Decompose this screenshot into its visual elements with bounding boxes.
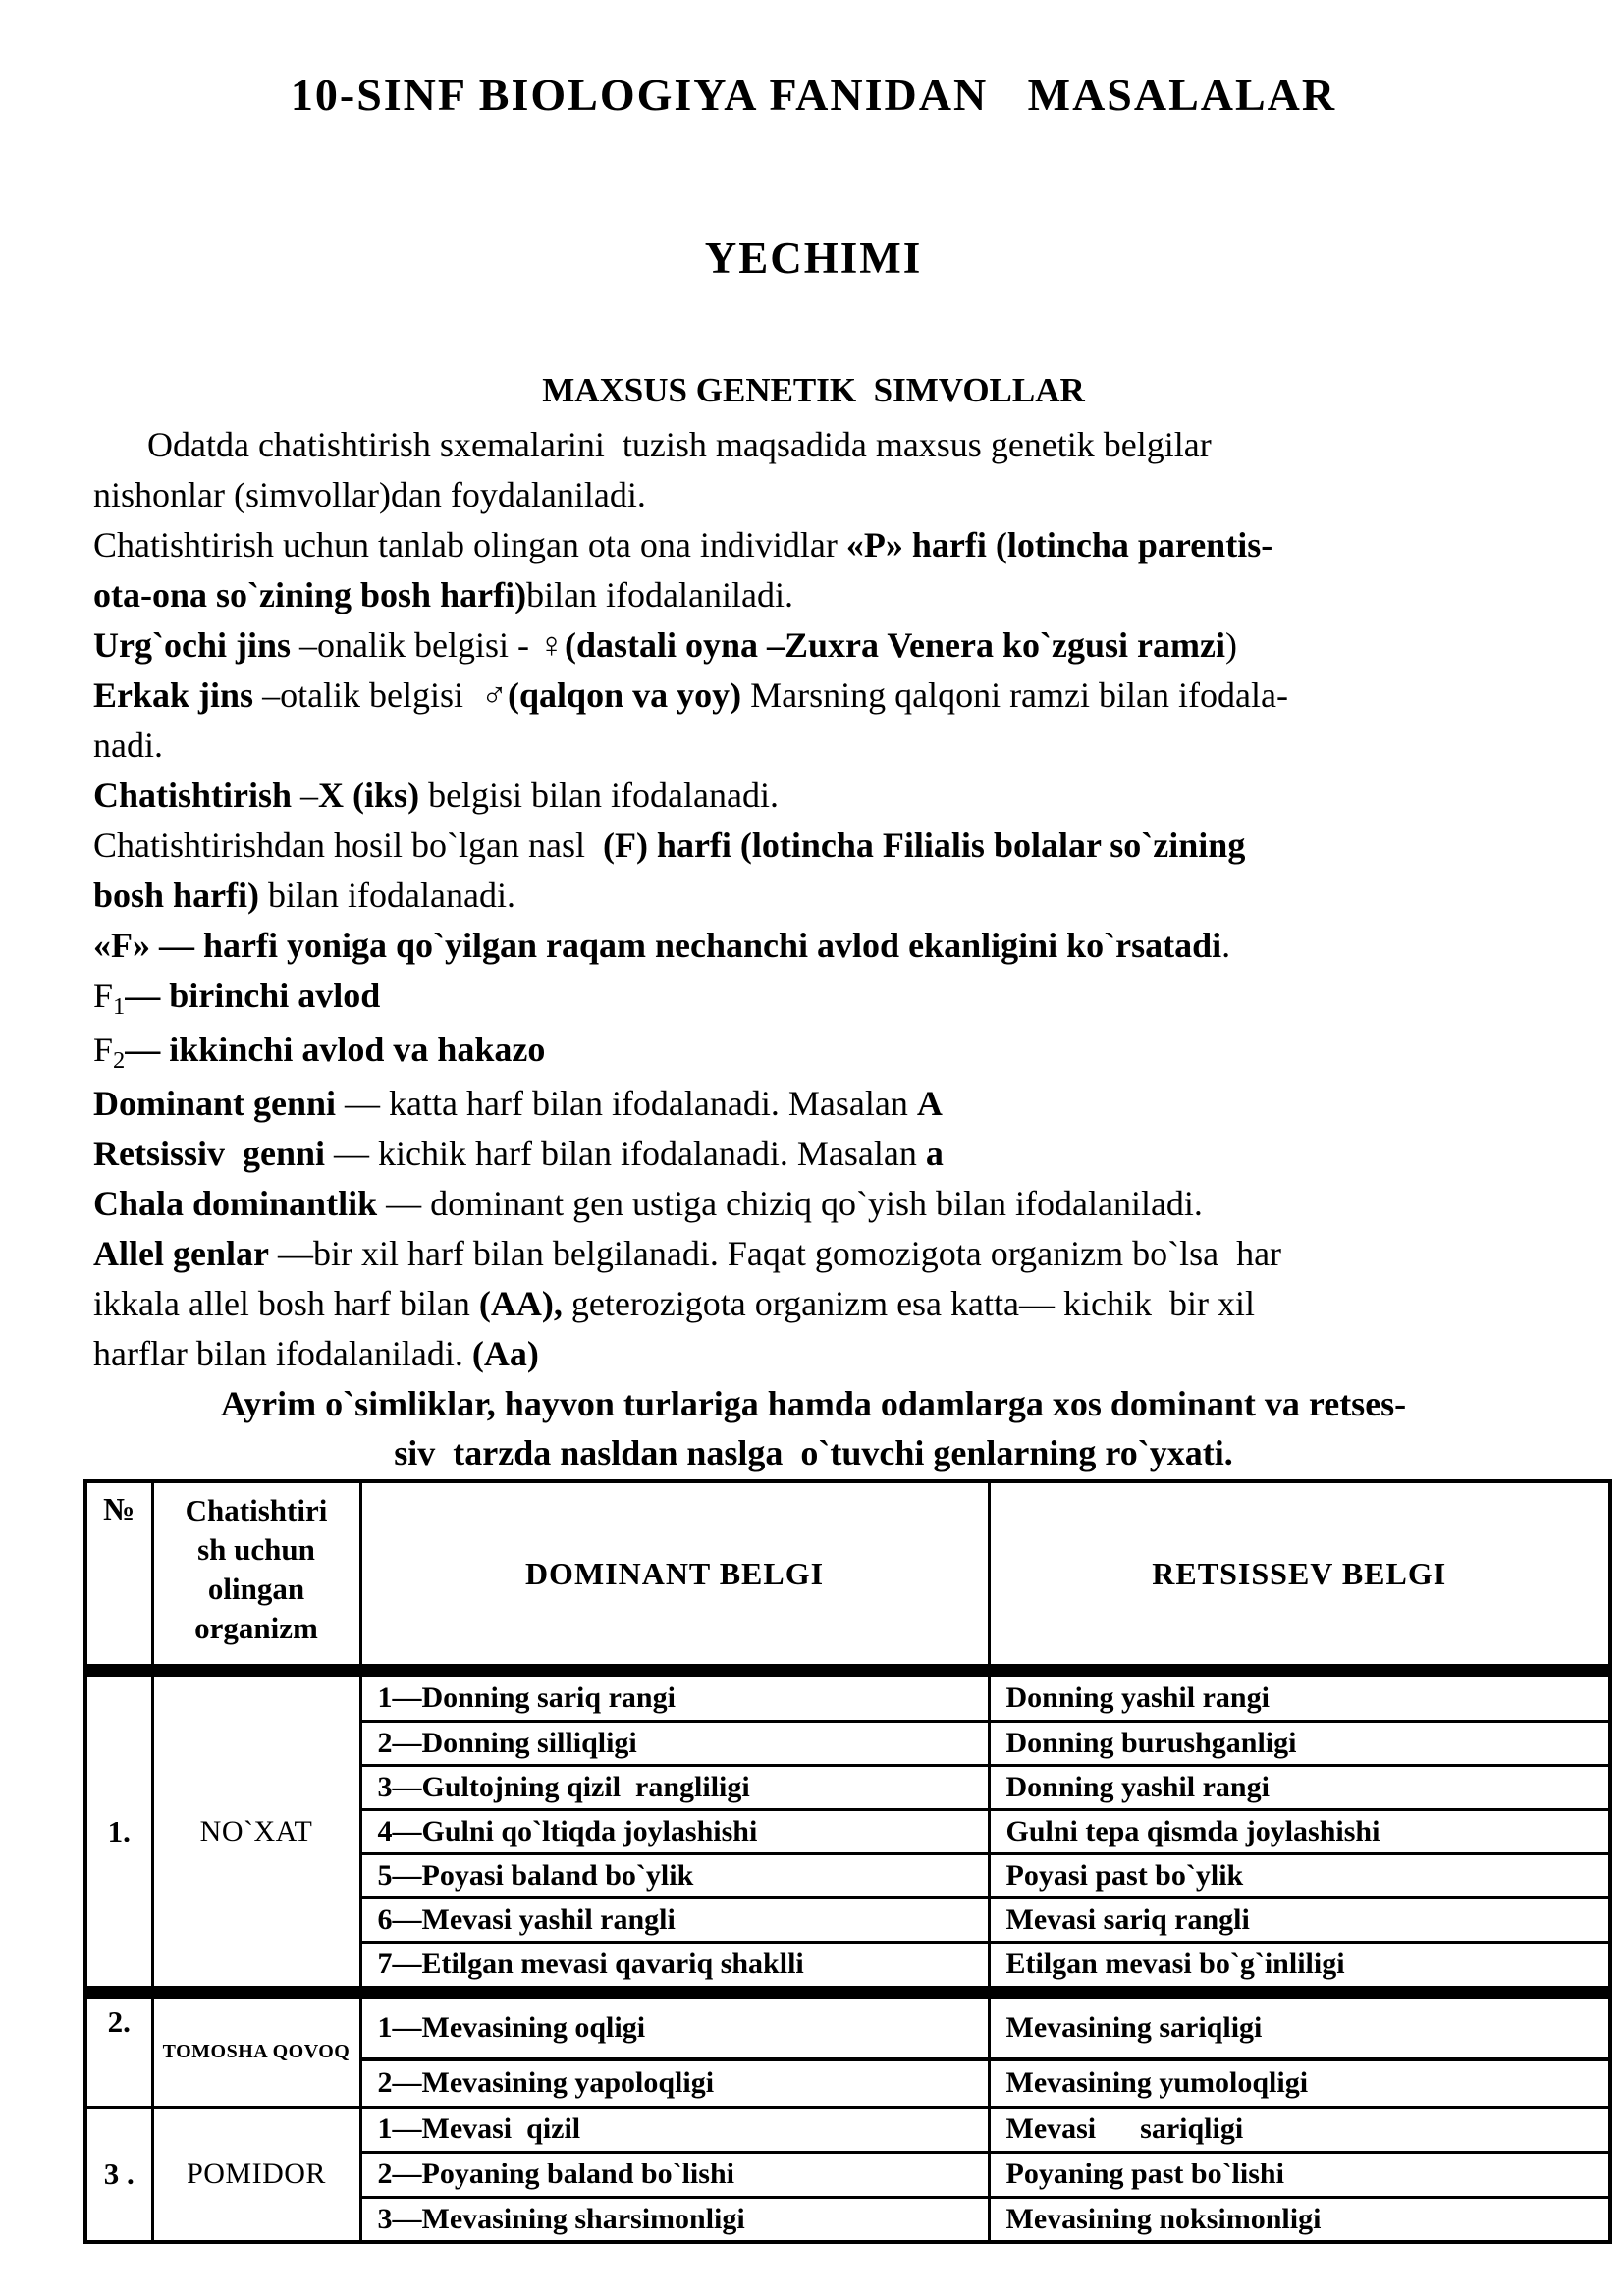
cell-recessive: Mevasining noksimonligi [989,2197,1610,2242]
organism-name: TOMOSHA QOVOQ [152,1999,360,2107]
header-dominant: DOMINANT BELGI [360,1481,989,1664]
body-segment: ikkala allel bosh harf bilan [93,1284,479,1323]
row-number: 2. [85,1999,152,2107]
body-segment: ) [1224,625,1237,665]
cell-recessive: Mevasining sariqligi [989,1999,1610,2059]
document-content [0,69,1624,2244]
body-segment: «P» harfi (lotincha parentis- [845,525,1273,564]
table-caption-line-1: Ayrim o`simliklar, hayvon turlariga hamda odamlarga xos dominant va retses- [220,1384,1407,1423]
table-caption-line-2: siv tarzda nasldan naslga o`tuvchi genlarning ro`yxati. [394,1433,1233,1472]
header-recessive: RETSISSEV BELGI [989,1481,1610,1664]
genes-table [83,1479,1612,2244]
cell-dominant: 2—Poyaning baland bo`lishi [360,2152,989,2197]
thick-separator-bar [85,1664,1610,1677]
body-line-5 [93,620,1534,670]
body-segment: bilan ifodalanadi. [259,876,515,915]
page-title: 10-SINF BIOLOGIYA FANIDAN MASALALAR [290,70,1337,120]
table-row-3-1 [85,2107,1610,2152]
cell-recessive: Mevasining yumoloqligi [989,2059,1610,2107]
header-organism: Chatishtiri sh uchun olingan organizm [152,1481,360,1664]
cell-dominant: 1—Donning sariq rangi [360,1677,989,1721]
body-segment: belgisi bilan ifodalanadi. [419,775,779,815]
body-segment: bilan ifodalaniladi. [526,575,793,614]
body-segment: –onalik belgisi - ♀ [299,625,565,665]
body-segment: X (iks) [318,775,420,815]
cell-recessive: Etilgan mevasi bo`g`inliligi [989,1942,1610,1986]
body-segment: Erkak jins [93,675,263,715]
body-line-7 [93,721,1534,771]
cell-recessive: Poyaning past bo`lishi [989,2152,1610,2197]
body-segment: Odatda chatishtirish sxemalarini tuzish maqsadida maxsus genetik belgilar [147,425,1212,464]
cell-dominant: 3—Mevasining sharsimonligi [360,2197,989,2242]
body-segment: Allel genlar [93,1234,269,1273]
body-segment: 2 [113,1046,126,1074]
thick-separator-1 [85,1664,1610,1677]
body-line-11 [93,921,1534,971]
section-heading: MAXSUS GENETIK SIMVOLLAR [542,371,1085,409]
body-segment: — birinchi avlod [125,976,381,1015]
body-line-1 [93,420,1534,470]
body-segment: F [93,976,114,1015]
cell-recessive: Poyasi past bo`ylik [989,1853,1610,1897]
body-segment: – [300,775,319,815]
body-segment: — dominant gen ustiga chiziq qo`yish bilan ifodalaniladi. [377,1184,1203,1223]
body-segment: A [916,1084,943,1123]
organism-name: POMIDOR [152,2107,360,2242]
body-segment: nadi. [93,725,163,765]
body-segment: 1 [113,992,126,1020]
row-number: 3 . [85,2107,152,2242]
body-line-15 [93,1129,1534,1179]
table-row-1-1 [85,1677,1610,1721]
page-subtitle: YECHIMI [704,234,923,283]
body-line-17 [93,1229,1534,1279]
body-text [93,420,1534,1379]
body-segment: Chatishtirish uchun tanlab olingan ota ona individlar [93,525,846,564]
body-segment: harflar bilan ifodalaniladi. [93,1334,472,1373]
cell-dominant: 5—Poyasi baland bo`ylik [360,1853,989,1897]
body-line-19 [93,1329,1534,1379]
body-segment: Marsning qalqoni ramzi bilan ifodala- [741,675,1288,715]
cell-recessive: Mevasi sariqligi [989,2107,1610,2152]
body-line-4 [93,570,1534,620]
body-line-13 [93,1025,1534,1079]
body-segment: Urg`ochi jins [93,625,299,665]
body-segment: Chala dominantlik [93,1184,378,1223]
body-segment: ota-ona so`zining bosh harfi) [93,575,527,614]
cell-dominant: 2—Donning silliqligi [360,1721,989,1765]
cell-recessive: Mevasi sariq rangli [989,1897,1610,1942]
body-line-16 [93,1179,1534,1229]
body-segment: geterozigota organizm esa katta— kichik bir xil [562,1284,1255,1323]
body-segment: Chatishtirish [93,775,301,815]
body-segment: (qalqon va yoy) [508,675,742,715]
body-segment: — katta harf bilan ifodalanadi. Masalan [336,1084,917,1123]
table-header-row [85,1481,1610,1664]
body-segment: nishonlar (simvollar)dan foydalaniladi. [93,475,646,514]
body-segment: Chatishtirishdan hosil bo`lgan nasl [93,826,603,865]
body-line-14 [93,1079,1534,1129]
cell-dominant: 6—Mevasi yashil rangli [360,1897,989,1942]
body-segment: –otalik belgisi ♂ [262,675,509,715]
body-segment: (dastali oyna –Zuxra Venera ko`zgusi ramzi [564,625,1225,665]
body-segment: — kichik harf bilan ifodalanadi. Masalan [325,1134,926,1173]
cell-recessive: Donning yashil rangi [989,1765,1610,1809]
cell-dominant: 3—Gultojning qizil rangliligi [360,1765,989,1809]
body-line-12 [93,971,1534,1025]
body-line-8 [93,771,1534,821]
table-caption [93,1379,1534,1477]
body-line-9 [93,821,1534,871]
cell-recessive: Donning yashil rangi [989,1677,1610,1721]
body-segment: Retsissiv genni [93,1134,326,1173]
body-line-3 [93,520,1534,570]
row-number: 1. [85,1677,152,1986]
body-segment: — ikkinchi avlod va hakazo [125,1030,546,1069]
body-line-18 [93,1279,1534,1329]
body-segment: (Aa) [471,1334,539,1373]
body-line-6 [93,670,1534,721]
cell-dominant: 1—Mevasining oqligi [360,1999,989,2059]
body-segment: F [93,1030,114,1069]
thick-separator-2 [85,1986,1610,1999]
organism-name: NO`XAT [152,1677,360,1986]
header-number: № [85,1481,152,1664]
body-segment: «F» — harfi yoniga qo`yilgan raqam nechanchi avlod ekanligini ko`rsatadi [93,926,1222,965]
body-segment: —bir xil harf bilan belgilanadi. Faqat gomozigota organizm bo`lsa har [268,1234,1282,1273]
body-line-10 [93,871,1534,921]
body-line-2 [93,470,1534,520]
table-row-2-1 [85,1999,1610,2059]
cell-dominant: 4—Gulni qo`ltiqda joylashishi [360,1809,989,1853]
thick-separator-bar [85,1986,1610,1999]
cell-dominant: 1—Mevasi qizil [360,2107,989,2152]
cell-dominant: 7—Etilgan mevasi qavariq shaklli [360,1942,989,1986]
body-segment: . [1221,926,1231,965]
body-segment: a [925,1134,944,1173]
body-segment: (AA), [478,1284,563,1323]
body-segment: Dominant genni [93,1084,337,1123]
cell-recessive: Donning burushganligi [989,1721,1610,1765]
cell-recessive: Gulni tepa qismda joylashishi [989,1809,1610,1853]
body-segment: (F) harfi (lotincha Filialis bolalar so`zining [602,826,1246,865]
body-segment: bosh harfi) [93,876,260,915]
cell-dominant: 2—Mevasining yapoloqligi [360,2059,989,2107]
